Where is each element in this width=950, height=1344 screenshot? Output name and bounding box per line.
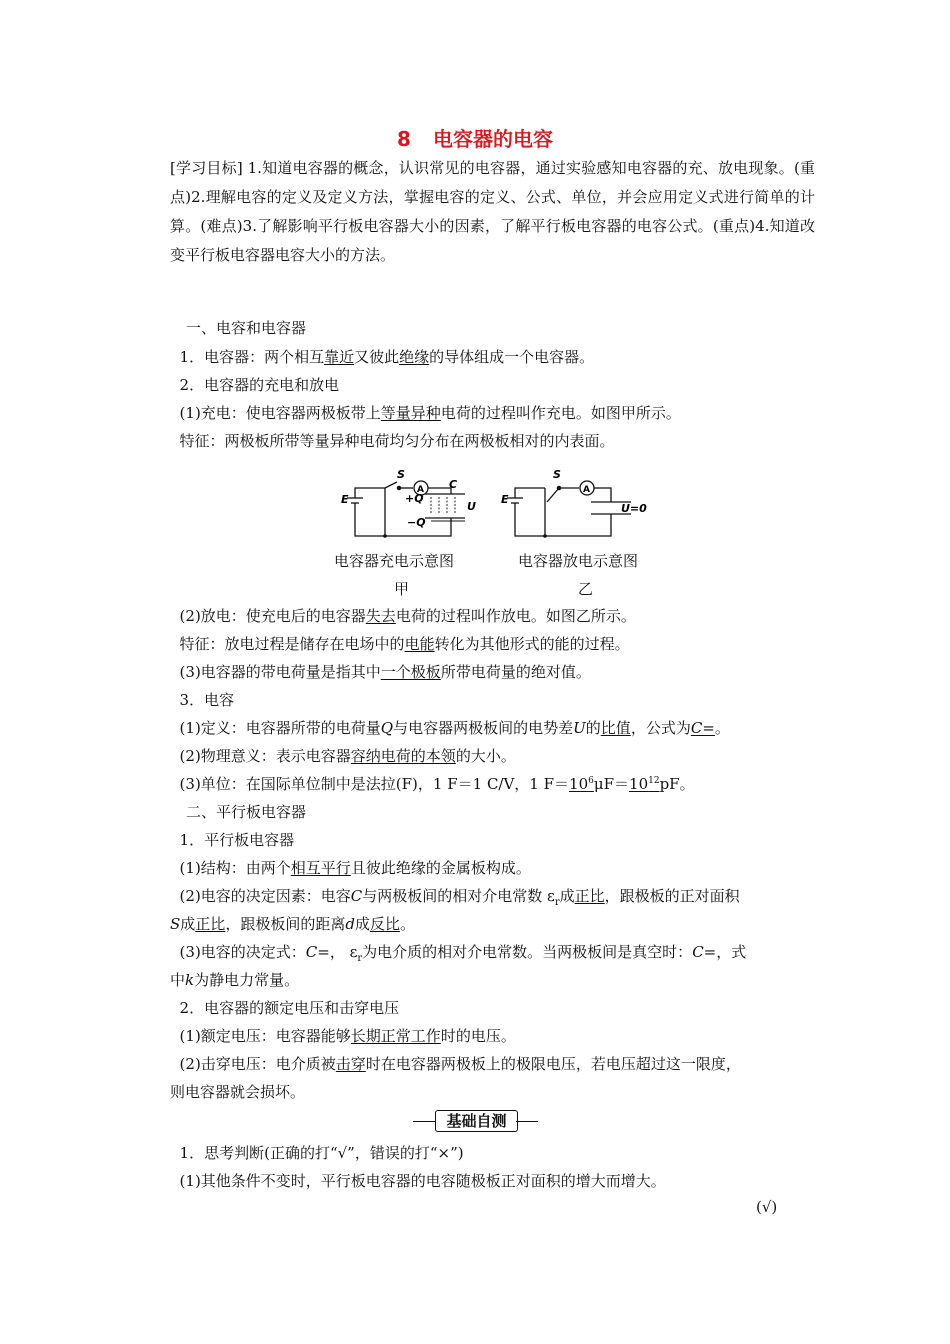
formula-C: C= [690, 719, 715, 737]
text: 成 [559, 887, 575, 905]
ammeter-label: A [417, 485, 424, 495]
underlined-answer: 击穿 [335, 1055, 366, 1073]
underlined-answer: 靠近 [324, 348, 355, 366]
label-plus-Q: +Q [405, 492, 424, 505]
paragraph-discharging-feature [170, 634, 630, 654]
text: 中 [170, 971, 186, 989]
underlined-answer: 绝缘 [399, 348, 430, 366]
figure-label-jia: 甲 [394, 580, 410, 598]
ammeter-label-right: A [583, 485, 590, 495]
label-E-right: E [501, 493, 509, 506]
discharging-circuit-diagram [507, 481, 631, 536]
text: (2)电容的决定因素：电容 [179, 887, 351, 905]
page-title [0, 123, 950, 152]
text: 成 [354, 915, 370, 933]
text: 1．电容器：两个相互 [179, 348, 325, 366]
figure-caption-charging: 电容器充电示意图 [334, 552, 455, 570]
paragraph-discharging [170, 606, 636, 626]
text: 为电介质的相对介电常数。当两极板间是真空时： [362, 943, 693, 961]
paragraph-determining-factors [170, 886, 740, 913]
question-instruction [170, 1143, 464, 1163]
banner-rule-right [516, 1121, 538, 1122]
text: 所带电荷量的绝对值。 [440, 663, 591, 681]
text: 10 [629, 775, 649, 793]
paragraph-parallel-plate [170, 830, 294, 850]
text: 时在电容器两极板上的极限电压，若电压超过这一限度， [365, 1055, 741, 1073]
exponent: 12 [648, 776, 660, 786]
symbol-C: C [305, 943, 318, 961]
underlined-answer: 一个极板 [380, 663, 441, 681]
banner-label: 基础自测 [435, 1110, 518, 1132]
text: =，式 [703, 943, 747, 961]
symbol-d: d [345, 915, 355, 933]
exponent: 6 [588, 776, 594, 786]
underlined-answer: 比值 [600, 719, 631, 737]
text: 时的电压。 [440, 1027, 516, 1045]
underlined-answer: 反比 [369, 915, 400, 933]
section-heading-2: 二、平行板电容器 [186, 803, 307, 821]
text: (1)充电：使电容器两极板带上 [179, 404, 381, 422]
question-item-1 [170, 1171, 666, 1191]
underlined-answer: 正比 [574, 887, 605, 905]
text: 特征：两极板所带等量异种电荷均匀分布在两极板相对的内表面。 [179, 432, 615, 450]
text: 且彼此绝缘的金属板构成。 [350, 859, 531, 877]
paragraph-charging-feature [170, 431, 615, 451]
text: μF＝ [593, 775, 630, 793]
text: (3)电容的决定式： [179, 943, 306, 961]
text: 又彼此 [354, 348, 400, 366]
symbol-C: C [350, 887, 363, 905]
label-minus-Q: −Q [407, 516, 426, 529]
capacitor-circuit-figure [335, 466, 655, 546]
learning-goals-text: [学习目标] 1.知道电容器的概念，认识常见的电容器，通过实验感知电容器的充、放电现象。(重点)2.理解电容的定义及定义方法，掌握电容的定义、公式、单位，并会应用定义式进行简单的计算。(难点)3.了解影响平行板电容器大小的因素，了解平行板电容器的电容公式。(重点)4.知道改变平行板电容器电容大小的方法。 [170, 159, 815, 264]
subscript-r: r [554, 897, 560, 908]
text: 与两极板间的相对介电常数 ε [362, 887, 555, 905]
label-S: S [397, 468, 405, 481]
text: 与电容器两极板间的电势差 [393, 719, 574, 737]
text: (2)击穿电压：电介质被 [179, 1055, 336, 1073]
figure-caption-discharging: 电容器放电示意图 [518, 552, 639, 570]
text: 。 [714, 719, 730, 737]
label-U: U [467, 500, 476, 513]
symbol-Q: Q [380, 719, 394, 737]
text: 1．思考判断(正确的打“√”，错误的打“×”) [179, 1144, 464, 1162]
text: ，公式为 [630, 719, 691, 737]
text: 2．电容器的充电和放电 [179, 376, 340, 394]
text: (1)定义：电容器所带的电荷量 [179, 719, 381, 737]
underlined-answer: 正比 [195, 915, 226, 933]
section-heading-1: 一、电容和电容器 [186, 319, 307, 337]
text: 电荷的过程叫作充电。如图甲所示。 [440, 404, 681, 422]
text: (1)结构：由两个 [179, 859, 291, 877]
charging-circuit-diagram [347, 481, 465, 536]
symbol-S: S [170, 915, 181, 933]
text: 电荷的过程叫作放电。如图乙所示。 [395, 607, 636, 625]
text: 的大小。 [455, 747, 516, 765]
text: 2．电容器的额定电压和击穿电压 [179, 999, 400, 1017]
paragraph-breakdown-voltage [170, 1054, 741, 1074]
paragraph-charge-amount [170, 662, 591, 682]
text: 10 [569, 775, 589, 793]
paragraph-charging [170, 403, 681, 423]
underlined-answer [569, 775, 594, 793]
answer-mark: (√) [756, 1198, 778, 1216]
symbol-C: C [692, 943, 704, 961]
title-text: 电容器的电容 [432, 127, 553, 151]
label-C: C [449, 478, 458, 491]
underlined-answer: 相互平行 [290, 859, 351, 877]
symbol-U: U [573, 719, 586, 737]
underlined-answer: 容纳电荷的本领 [350, 747, 456, 765]
text: 。 [399, 915, 415, 933]
text: 为静电力常量。 [194, 971, 300, 989]
underlined-answer: 长期正常工作 [350, 1027, 441, 1045]
paragraph-capacitor-def [170, 347, 594, 367]
label-U-zero: U=0 [621, 502, 647, 515]
underlined-answer: 电能 [404, 635, 435, 653]
text: 1．平行板电容器 [179, 831, 295, 849]
text: =， ε [317, 943, 358, 961]
underlined-answer [629, 775, 660, 793]
paragraph-breakdown-voltage-cont: 则电容器就会损坏。 [170, 1083, 306, 1101]
paragraph-rated-voltage [170, 1026, 516, 1046]
paragraph-determining-factors-cont [170, 914, 415, 934]
text: (3)单位：在国际单位制中是法拉(F)，1 F＝1 C/V，1 F＝ [179, 775, 570, 793]
text: (3)电容器的带电荷量是指其中 [179, 663, 381, 681]
text: ，跟极板间的距离 [225, 915, 346, 933]
text: (1)额定电压：电容器能够 [179, 1027, 351, 1045]
section-number: 8 [397, 127, 411, 151]
text: pF。 [659, 775, 695, 793]
paragraph-determining-formula-cont [170, 970, 299, 990]
subscript-r: r [357, 953, 363, 964]
label-S-right: S [553, 468, 561, 481]
text: ，跟极板的正对面积 [604, 887, 740, 905]
text: (2)物理意义：表示电容器 [179, 747, 351, 765]
underlined-answer: 失去 [365, 607, 396, 625]
label-E: E [341, 493, 349, 506]
text: (2)放电：使充电后的电容器 [179, 607, 366, 625]
text: (1)其他条件不变时，平行板电容器的电容随极板正对面积的增大而增大。 [179, 1172, 666, 1190]
paragraph-physical-meaning [170, 746, 516, 766]
text: 成 [180, 915, 196, 933]
text: 3．电容 [179, 691, 235, 709]
text: 的导体组成一个电容器。 [429, 348, 595, 366]
underlined-answer: 等量异种 [380, 404, 441, 422]
paragraph-capacitance-def [170, 718, 730, 738]
text: 的 [585, 719, 601, 737]
self-test-banner [413, 1110, 538, 1132]
paragraph-capacitance [170, 690, 234, 710]
paragraph-unit [170, 774, 695, 794]
figure-label-yi: 乙 [578, 580, 594, 598]
paragraph-charge-discharge [170, 375, 339, 395]
paragraph-determining-formula [170, 942, 746, 969]
symbol-k: k [185, 971, 195, 989]
text: 转化为其他形式的能的过程。 [434, 635, 630, 653]
learning-goals [170, 154, 815, 270]
paragraph-structure [170, 858, 531, 878]
banner-rule-left [413, 1121, 435, 1122]
text: 特征：放电过程是储存在电场中的 [179, 635, 405, 653]
paragraph-rated-voltage-heading [170, 998, 399, 1018]
